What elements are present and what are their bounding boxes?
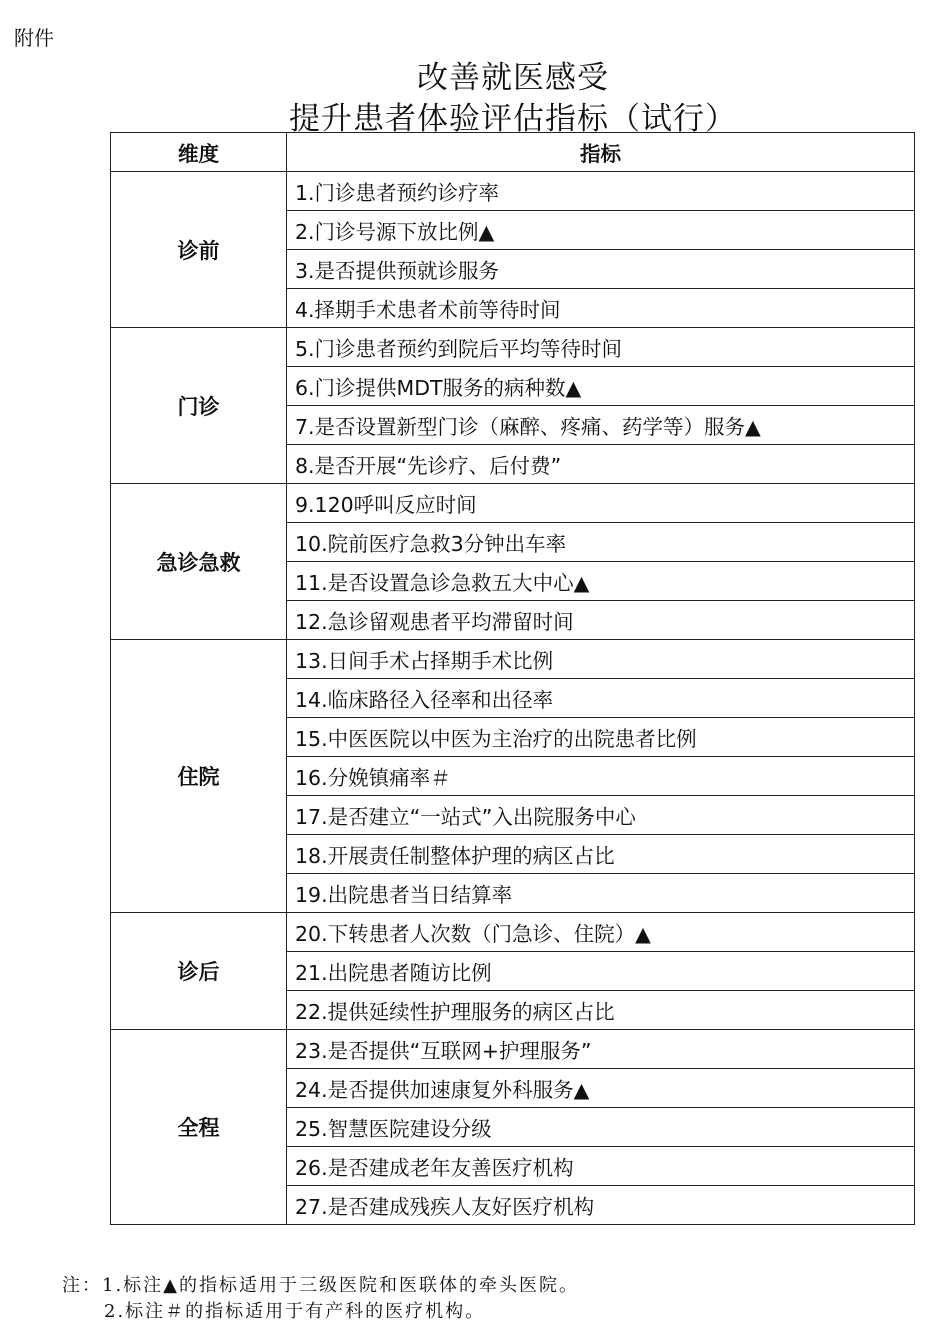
table-row: [111, 484, 915, 523]
header-dimension: 维度: [111, 133, 287, 172]
indicator-cell: 16.分娩镇痛率＃: [287, 757, 915, 796]
indicator-cell: 7.是否设置新型门诊（麻醉、疼痛、药学等）服务▲: [287, 406, 915, 445]
indicator-cell: 15.中医医院以中医为主治疗的出院患者比例: [287, 718, 915, 757]
attachment-label: 附件: [14, 26, 54, 50]
indicator-cell: 14.临床路径入径率和出径率: [287, 679, 915, 718]
footnotes: [62, 1273, 579, 1325]
dimension-cell: 门诊: [111, 328, 287, 484]
indicator-cell: 8.是否开展“先诊疗、后付费”: [287, 445, 915, 484]
indicator-cell: 26.是否建成老年友善医疗机构: [287, 1147, 915, 1186]
title-line-1: 改善就医感受: [417, 60, 609, 96]
indicator-cell: 1.门诊患者预约诊疗率: [287, 172, 915, 211]
table-row: [111, 913, 915, 952]
indicator-cell: 24.是否提供加速康复外科服务▲: [287, 1069, 915, 1108]
dimension-cell: 全程: [111, 1030, 287, 1225]
title-line-2: 提升患者体验评估指标（试行）: [289, 101, 737, 137]
indicator-cell: 20.下转患者人次数（门急诊、住院）▲: [287, 913, 915, 952]
indicator-cell: 27.是否建成残疾人友好医疗机构: [287, 1186, 915, 1225]
indicator-cell: 17.是否建立“一站式”入出院服务中心: [287, 796, 915, 835]
dimension-cell: 诊后: [111, 913, 287, 1030]
indicator-cell: 22.提供延续性护理服务的病区占比: [287, 991, 915, 1030]
indicator-cell: 4.择期手术患者术前等待时间: [287, 289, 915, 328]
indicator-cell: 25.智慧医院建设分级: [287, 1108, 915, 1147]
indicator-cell: 9.120呼叫反应时间: [287, 484, 915, 523]
dimension-cell: 诊前: [111, 172, 287, 328]
indicator-cell: 13.日间手术占择期手术比例: [287, 640, 915, 679]
table-row: [111, 172, 915, 211]
indicator-cell: 18.开展责任制整体护理的病区占比: [287, 835, 915, 874]
indicator-cell: 11.是否设置急诊急救五大中心▲: [287, 562, 915, 601]
dimension-cell: 急诊急救: [111, 484, 287, 640]
table-row: [111, 640, 915, 679]
indicator-table: [110, 132, 915, 1225]
table-header-row: [111, 133, 915, 172]
indicator-cell: 12.急诊留观患者平均滞留时间: [287, 601, 915, 640]
table-row: [111, 328, 915, 367]
indicator-cell: 5.门诊患者预约到院后平均等待时间: [287, 328, 915, 367]
indicator-cell: 19.出院患者当日结算率: [287, 874, 915, 913]
footnote-1: 注：1.标注▲的指标适用于三级医院和医联体的牵头医院。: [62, 1275, 580, 1296]
indicator-cell: 3.是否提供预就诊服务: [287, 250, 915, 289]
indicator-cell: 2.门诊号源下放比例▲: [287, 211, 915, 250]
table-body: [111, 172, 915, 1225]
indicator-cell: 23.是否提供“互联网+护理服务”: [287, 1030, 915, 1069]
indicator-cell: 21.出院患者随访比例: [287, 952, 915, 991]
table-row: [111, 1030, 915, 1069]
footnote-2: 2.标注＃的指标适用于有产科的医疗机构。: [104, 1301, 486, 1322]
indicator-cell: 6.门诊提供MDT服务的病种数▲: [287, 367, 915, 406]
dimension-cell: 住院: [111, 640, 287, 913]
indicator-cell: 10.院前医疗急救3分钟出车率: [287, 523, 915, 562]
header-indicator: 指标: [287, 133, 915, 172]
